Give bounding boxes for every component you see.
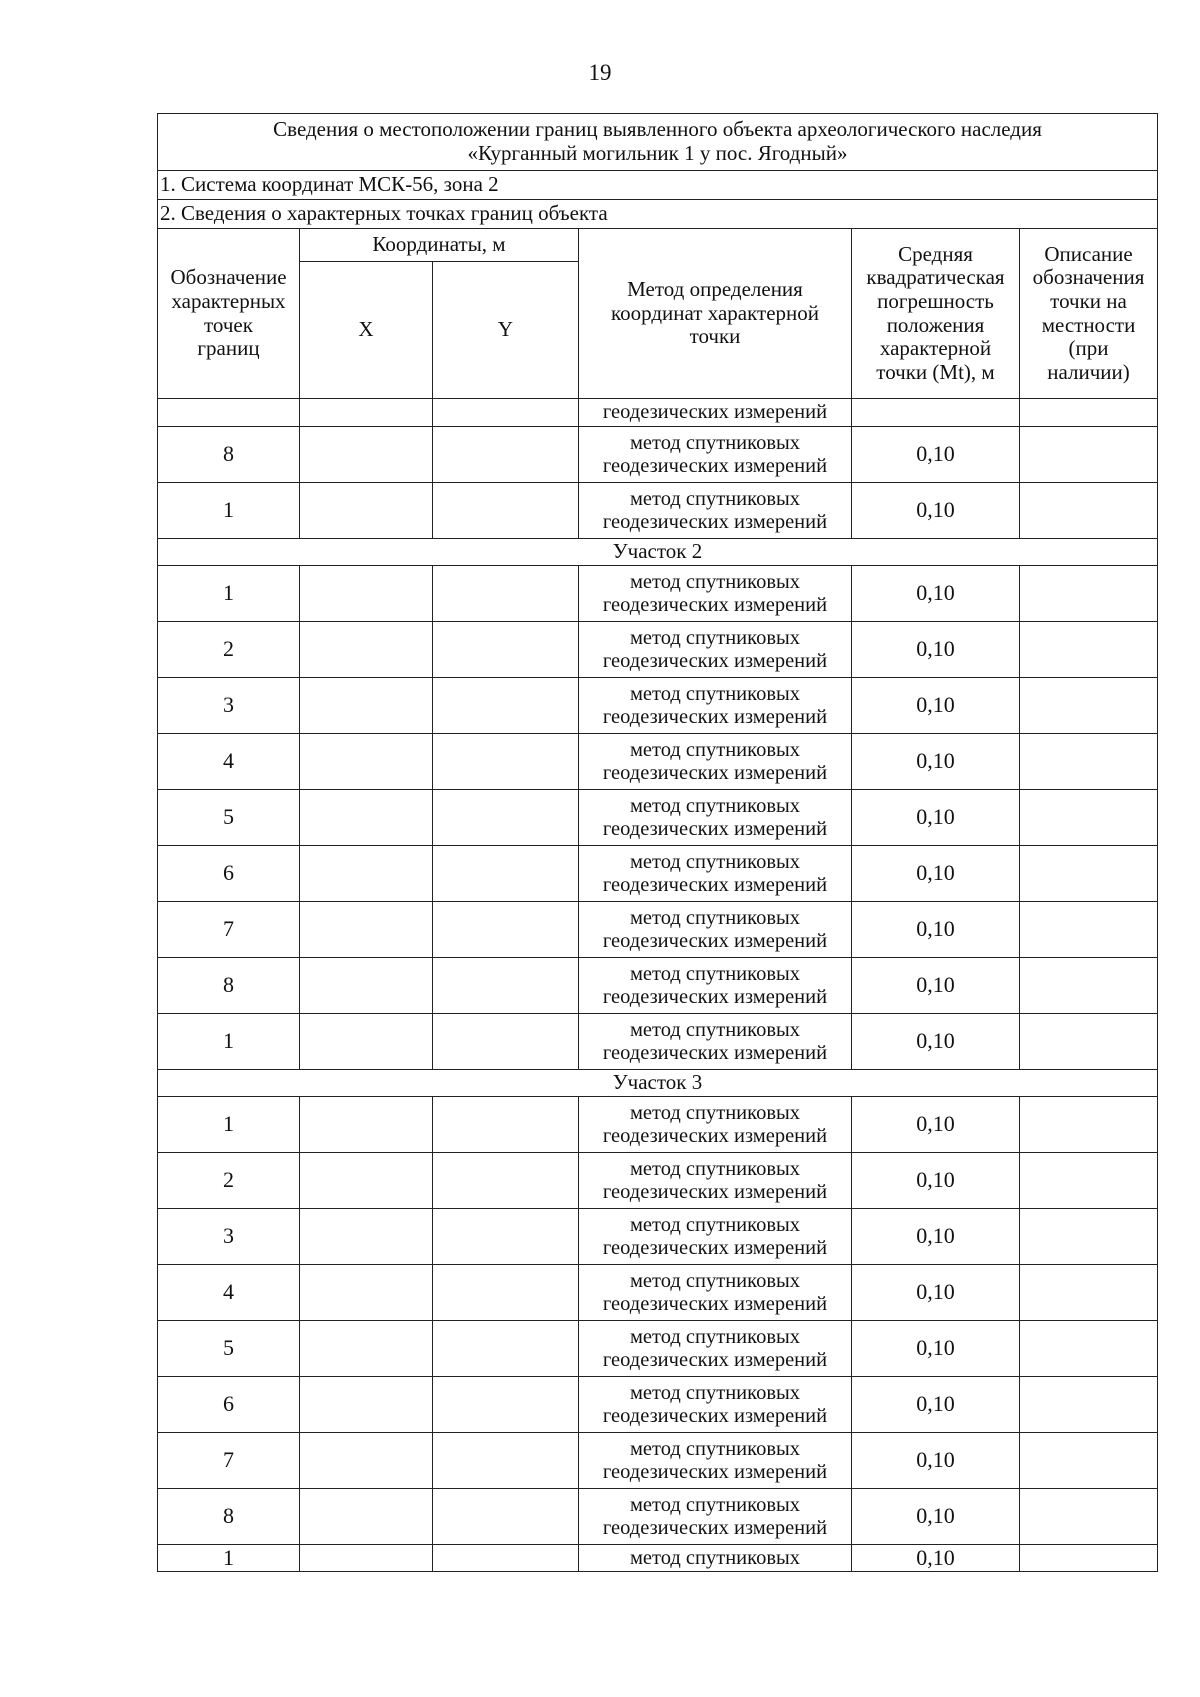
point-number: 7 bbox=[158, 1433, 300, 1489]
table-row bbox=[158, 790, 1158, 846]
point-number: 6 bbox=[158, 846, 300, 902]
y-cell bbox=[433, 399, 579, 427]
table-row bbox=[158, 1545, 1158, 1572]
x-value bbox=[300, 483, 433, 539]
table-row bbox=[158, 846, 1158, 902]
method-cell bbox=[579, 1433, 852, 1489]
section2-row bbox=[158, 200, 1158, 229]
header-row-1 bbox=[158, 229, 1158, 262]
coordinate-system: 1. Система координат МСК-56, зона 2 bbox=[158, 171, 1158, 200]
method-line1: метод спутниковых bbox=[629, 962, 801, 985]
description-value bbox=[1020, 1014, 1158, 1070]
mt-value: 0,10 bbox=[852, 1097, 1020, 1153]
method-cell bbox=[579, 902, 852, 958]
description-value bbox=[1020, 958, 1158, 1014]
x-value bbox=[300, 846, 433, 902]
point-number: 3 bbox=[158, 1209, 300, 1265]
table-row bbox=[158, 1209, 1158, 1265]
table-title-line2: «Курганный могильник 1 у пос. Ягодный» bbox=[467, 141, 848, 165]
method-line2: геодезических измерений bbox=[602, 454, 828, 477]
header-accuracy-line: Средняя bbox=[898, 241, 973, 266]
method-line1: метод спутниковых bbox=[629, 1493, 801, 1516]
method-line2: геодезических измерений bbox=[602, 873, 828, 896]
method-line2: геодезических измерений bbox=[602, 1236, 828, 1259]
method-line1: метод спутниковых bbox=[629, 738, 801, 761]
point-number: 8 bbox=[158, 1489, 300, 1545]
method-cell bbox=[579, 1014, 852, 1070]
description-value bbox=[1020, 427, 1158, 483]
method-line2: геодезических измерений bbox=[602, 985, 828, 1008]
description-value bbox=[1020, 1377, 1158, 1433]
method-line1: метод спутниковых bbox=[629, 626, 801, 649]
mt-value: 0,10 bbox=[852, 1209, 1020, 1265]
header-description bbox=[1020, 229, 1158, 399]
table-row bbox=[158, 1097, 1158, 1153]
description-value bbox=[1020, 1097, 1158, 1153]
method-cell bbox=[579, 1209, 852, 1265]
header-accuracy-line: точки (Mt), м bbox=[876, 359, 995, 384]
method-line1: метод спутниковых bbox=[629, 1101, 801, 1124]
method-line1: метод спутниковых bbox=[629, 794, 801, 817]
method-cell bbox=[579, 846, 852, 902]
header-x: X bbox=[300, 262, 433, 399]
y-value bbox=[433, 427, 579, 483]
y-value bbox=[433, 1489, 579, 1545]
description-value bbox=[1020, 483, 1158, 539]
mt-value: 0,10 bbox=[852, 427, 1020, 483]
table-row bbox=[158, 958, 1158, 1014]
point-number: 1 bbox=[158, 566, 300, 622]
method-line2: геодезических измерений bbox=[602, 1460, 828, 1483]
y-value bbox=[433, 1265, 579, 1321]
table-row bbox=[158, 1321, 1158, 1377]
x-value bbox=[300, 734, 433, 790]
title-row bbox=[158, 114, 1158, 171]
method-cell bbox=[579, 958, 852, 1014]
section1-row bbox=[158, 171, 1158, 200]
description-value bbox=[1020, 1489, 1158, 1545]
method-line1: метод спутниковых bbox=[629, 682, 801, 705]
point-number: 1 bbox=[158, 1097, 300, 1153]
x-cell bbox=[300, 399, 433, 427]
mt-value: 0,10 bbox=[852, 1265, 1020, 1321]
method-line1: метод спутниковых bbox=[629, 1269, 801, 1292]
header-accuracy bbox=[852, 229, 1020, 399]
points-info-heading: 2. Сведения о характерных точках границ объекта bbox=[158, 200, 1158, 229]
point-number: 5 bbox=[158, 1321, 300, 1377]
description-value bbox=[1020, 1321, 1158, 1377]
table-row bbox=[158, 1153, 1158, 1209]
mt-value: 0,10 bbox=[852, 790, 1020, 846]
x-value bbox=[300, 958, 433, 1014]
header-description-line: точки на bbox=[1050, 288, 1127, 313]
description-value bbox=[1020, 678, 1158, 734]
description-value bbox=[1020, 566, 1158, 622]
x-value bbox=[300, 1153, 433, 1209]
method-cell bbox=[579, 1545, 852, 1572]
method-cell bbox=[579, 1097, 852, 1153]
point-number: 5 bbox=[158, 790, 300, 846]
header-description-line: наличии) bbox=[1047, 359, 1130, 384]
header-point-line: Обозначение bbox=[170, 265, 287, 290]
table-row bbox=[158, 1433, 1158, 1489]
table-row bbox=[158, 427, 1158, 483]
continuation-row bbox=[158, 399, 1158, 427]
y-value bbox=[433, 566, 579, 622]
method-line1: метод спутниковых bbox=[629, 487, 801, 510]
method-line1: метод спутниковых bbox=[629, 1546, 801, 1569]
method-line2: геодезических измерений bbox=[602, 817, 828, 840]
point-number: 1 bbox=[158, 1545, 300, 1572]
table-row bbox=[158, 1265, 1158, 1321]
mt-value: 0,10 bbox=[852, 1377, 1020, 1433]
table-row bbox=[158, 1489, 1158, 1545]
x-value bbox=[300, 566, 433, 622]
method-line2: геодезических измерений bbox=[602, 1404, 828, 1427]
mt-value: 0,10 bbox=[852, 483, 1020, 539]
method-line2: геодезических измерений bbox=[602, 1041, 828, 1064]
x-value bbox=[300, 1265, 433, 1321]
y-value bbox=[433, 958, 579, 1014]
subsection-label: Участок 2 bbox=[158, 539, 1158, 566]
page-number: 19 bbox=[588, 60, 612, 85]
table-row bbox=[158, 566, 1158, 622]
y-value bbox=[433, 790, 579, 846]
method-cell bbox=[579, 1377, 852, 1433]
method-line1: метод спутниковых bbox=[629, 1381, 801, 1404]
mt-value: 0,10 bbox=[852, 678, 1020, 734]
header-method bbox=[579, 229, 852, 399]
header-point-line: точек bbox=[204, 312, 253, 337]
description-value bbox=[1020, 1209, 1158, 1265]
mt-value: 0,10 bbox=[852, 1489, 1020, 1545]
method-line1: метод спутниковых bbox=[629, 570, 801, 593]
point-number: 8 bbox=[158, 427, 300, 483]
method-line2: геодезических измерений bbox=[602, 1180, 828, 1203]
mt-value: 0,10 bbox=[852, 566, 1020, 622]
description-value bbox=[1020, 790, 1158, 846]
point-number: 1 bbox=[158, 483, 300, 539]
header-accuracy-line: положения bbox=[886, 312, 985, 337]
point-number: 3 bbox=[158, 678, 300, 734]
point-number: 7 bbox=[158, 902, 300, 958]
header-description-line: обозначения bbox=[1032, 265, 1145, 290]
x-value bbox=[300, 1433, 433, 1489]
y-value bbox=[433, 1209, 579, 1265]
method-cell bbox=[579, 566, 852, 622]
y-value bbox=[433, 902, 579, 958]
header-accuracy-line: характерной bbox=[879, 336, 992, 361]
method-line2: геодезических измерений bbox=[602, 593, 828, 616]
description-value bbox=[1020, 902, 1158, 958]
table-row bbox=[158, 1014, 1158, 1070]
method-cell: геодезических измерений bbox=[579, 399, 852, 427]
x-value bbox=[300, 427, 433, 483]
table-title bbox=[158, 114, 1158, 171]
subsection-row bbox=[158, 539, 1158, 566]
y-value bbox=[433, 1321, 579, 1377]
method-cell bbox=[579, 1153, 852, 1209]
method-line1: метод спутниковых bbox=[629, 850, 801, 873]
x-value bbox=[300, 1377, 433, 1433]
method-line1: метод спутниковых bbox=[629, 1157, 801, 1180]
x-value bbox=[300, 1321, 433, 1377]
method-cell bbox=[579, 483, 852, 539]
method-cell bbox=[579, 734, 852, 790]
method-cell bbox=[579, 790, 852, 846]
point-number: 8 bbox=[158, 958, 300, 1014]
method-line1: метод спутниковых bbox=[629, 1325, 801, 1348]
x-value bbox=[300, 790, 433, 846]
y-value bbox=[433, 1545, 579, 1572]
header-accuracy-line: погрешность bbox=[877, 288, 994, 313]
x-value bbox=[300, 1489, 433, 1545]
point-number: 6 bbox=[158, 1377, 300, 1433]
point-number: 4 bbox=[158, 1265, 300, 1321]
method-line1: метод спутниковых bbox=[629, 906, 801, 929]
y-value bbox=[433, 1097, 579, 1153]
point-number: 4 bbox=[158, 734, 300, 790]
mt-value: 0,10 bbox=[852, 1321, 1020, 1377]
y-value bbox=[433, 734, 579, 790]
method-line2: геодезических измерений bbox=[602, 705, 828, 728]
description-value bbox=[1020, 1265, 1158, 1321]
subsection-label: Участок 3 bbox=[158, 1070, 1158, 1097]
point-number: 2 bbox=[158, 622, 300, 678]
table-row bbox=[158, 678, 1158, 734]
table-title-line1: Сведения о местоположении границ выявленного объекта археологического наследия bbox=[273, 117, 1042, 142]
table-row bbox=[158, 734, 1158, 790]
y-value bbox=[433, 1153, 579, 1209]
header-description-line: (при bbox=[1068, 336, 1109, 361]
method-line2: геодезических измерений bbox=[602, 510, 828, 533]
method-cell bbox=[579, 622, 852, 678]
y-value bbox=[433, 1014, 579, 1070]
table-row bbox=[158, 1377, 1158, 1433]
mt-value: 0,10 bbox=[852, 1433, 1020, 1489]
header-method-line: координат характерной bbox=[611, 300, 819, 325]
description-value bbox=[1020, 734, 1158, 790]
method-line2: геодезических измерений bbox=[602, 649, 828, 672]
x-value bbox=[300, 1209, 433, 1265]
mt-value: 0,10 bbox=[852, 1545, 1020, 1572]
method-line2: геодезических измерений bbox=[602, 1348, 828, 1371]
y-value bbox=[433, 678, 579, 734]
boundary-points-table bbox=[157, 113, 1158, 1572]
y-value bbox=[433, 483, 579, 539]
mt-value: 0,10 bbox=[852, 846, 1020, 902]
y-value bbox=[433, 622, 579, 678]
header-method-line: точки bbox=[689, 324, 741, 349]
table-row bbox=[158, 483, 1158, 539]
x-value bbox=[300, 1545, 433, 1572]
y-value bbox=[433, 1377, 579, 1433]
x-value bbox=[300, 1014, 433, 1070]
method-cell bbox=[579, 1321, 852, 1377]
header-point-line: границ bbox=[197, 336, 260, 361]
method-line2: геодезических измерений bbox=[602, 1516, 828, 1539]
description-value bbox=[1020, 846, 1158, 902]
mt-value: 0,10 bbox=[852, 622, 1020, 678]
method-line2: геодезических измерений bbox=[602, 1124, 828, 1147]
mt-value: 0,10 bbox=[852, 1153, 1020, 1209]
method-line2: геодезических измерений bbox=[602, 761, 828, 784]
method-line2: геодезических измерений bbox=[602, 929, 828, 952]
method-cell bbox=[579, 1489, 852, 1545]
mt-cell bbox=[852, 399, 1020, 427]
point-cell bbox=[158, 399, 300, 427]
description-value bbox=[1020, 622, 1158, 678]
method-line2: геодезических измерений bbox=[602, 1292, 828, 1315]
table-row bbox=[158, 622, 1158, 678]
y-value bbox=[433, 846, 579, 902]
header-point-designation bbox=[158, 229, 300, 399]
mt-value: 0,10 bbox=[852, 1014, 1020, 1070]
y-value bbox=[433, 1433, 579, 1489]
method-line1: метод спутниковых bbox=[629, 1018, 801, 1041]
point-number: 1 bbox=[158, 1014, 300, 1070]
x-value bbox=[300, 1097, 433, 1153]
description-value bbox=[1020, 1153, 1158, 1209]
method-line1: метод спутниковых bbox=[629, 1213, 801, 1236]
mt-value: 0,10 bbox=[852, 734, 1020, 790]
header-description-line: местности bbox=[1041, 312, 1136, 337]
mt-value: 0,10 bbox=[852, 902, 1020, 958]
method-cell bbox=[579, 427, 852, 483]
point-number: 2 bbox=[158, 1153, 300, 1209]
header-point-line: характерных bbox=[171, 288, 286, 313]
description-value bbox=[1020, 1545, 1158, 1572]
description-cell bbox=[1020, 399, 1158, 427]
x-value bbox=[300, 622, 433, 678]
subsection-row bbox=[158, 1070, 1158, 1097]
x-value bbox=[300, 678, 433, 734]
header-method-line: Метод определения bbox=[627, 277, 803, 302]
header-description-line: Описание bbox=[1044, 241, 1133, 266]
method-line1: метод спутниковых bbox=[629, 431, 801, 454]
method-line1: метод спутниковых bbox=[629, 1437, 801, 1460]
method-cell bbox=[579, 678, 852, 734]
method-cell bbox=[579, 1265, 852, 1321]
table-row bbox=[158, 902, 1158, 958]
header-coordinates: Координаты, м bbox=[300, 229, 579, 262]
x-value bbox=[300, 902, 433, 958]
header-accuracy-line: квадратическая bbox=[866, 265, 1005, 290]
description-value bbox=[1020, 1433, 1158, 1489]
mt-value: 0,10 bbox=[852, 958, 1020, 1014]
header-y: Y bbox=[433, 262, 579, 399]
